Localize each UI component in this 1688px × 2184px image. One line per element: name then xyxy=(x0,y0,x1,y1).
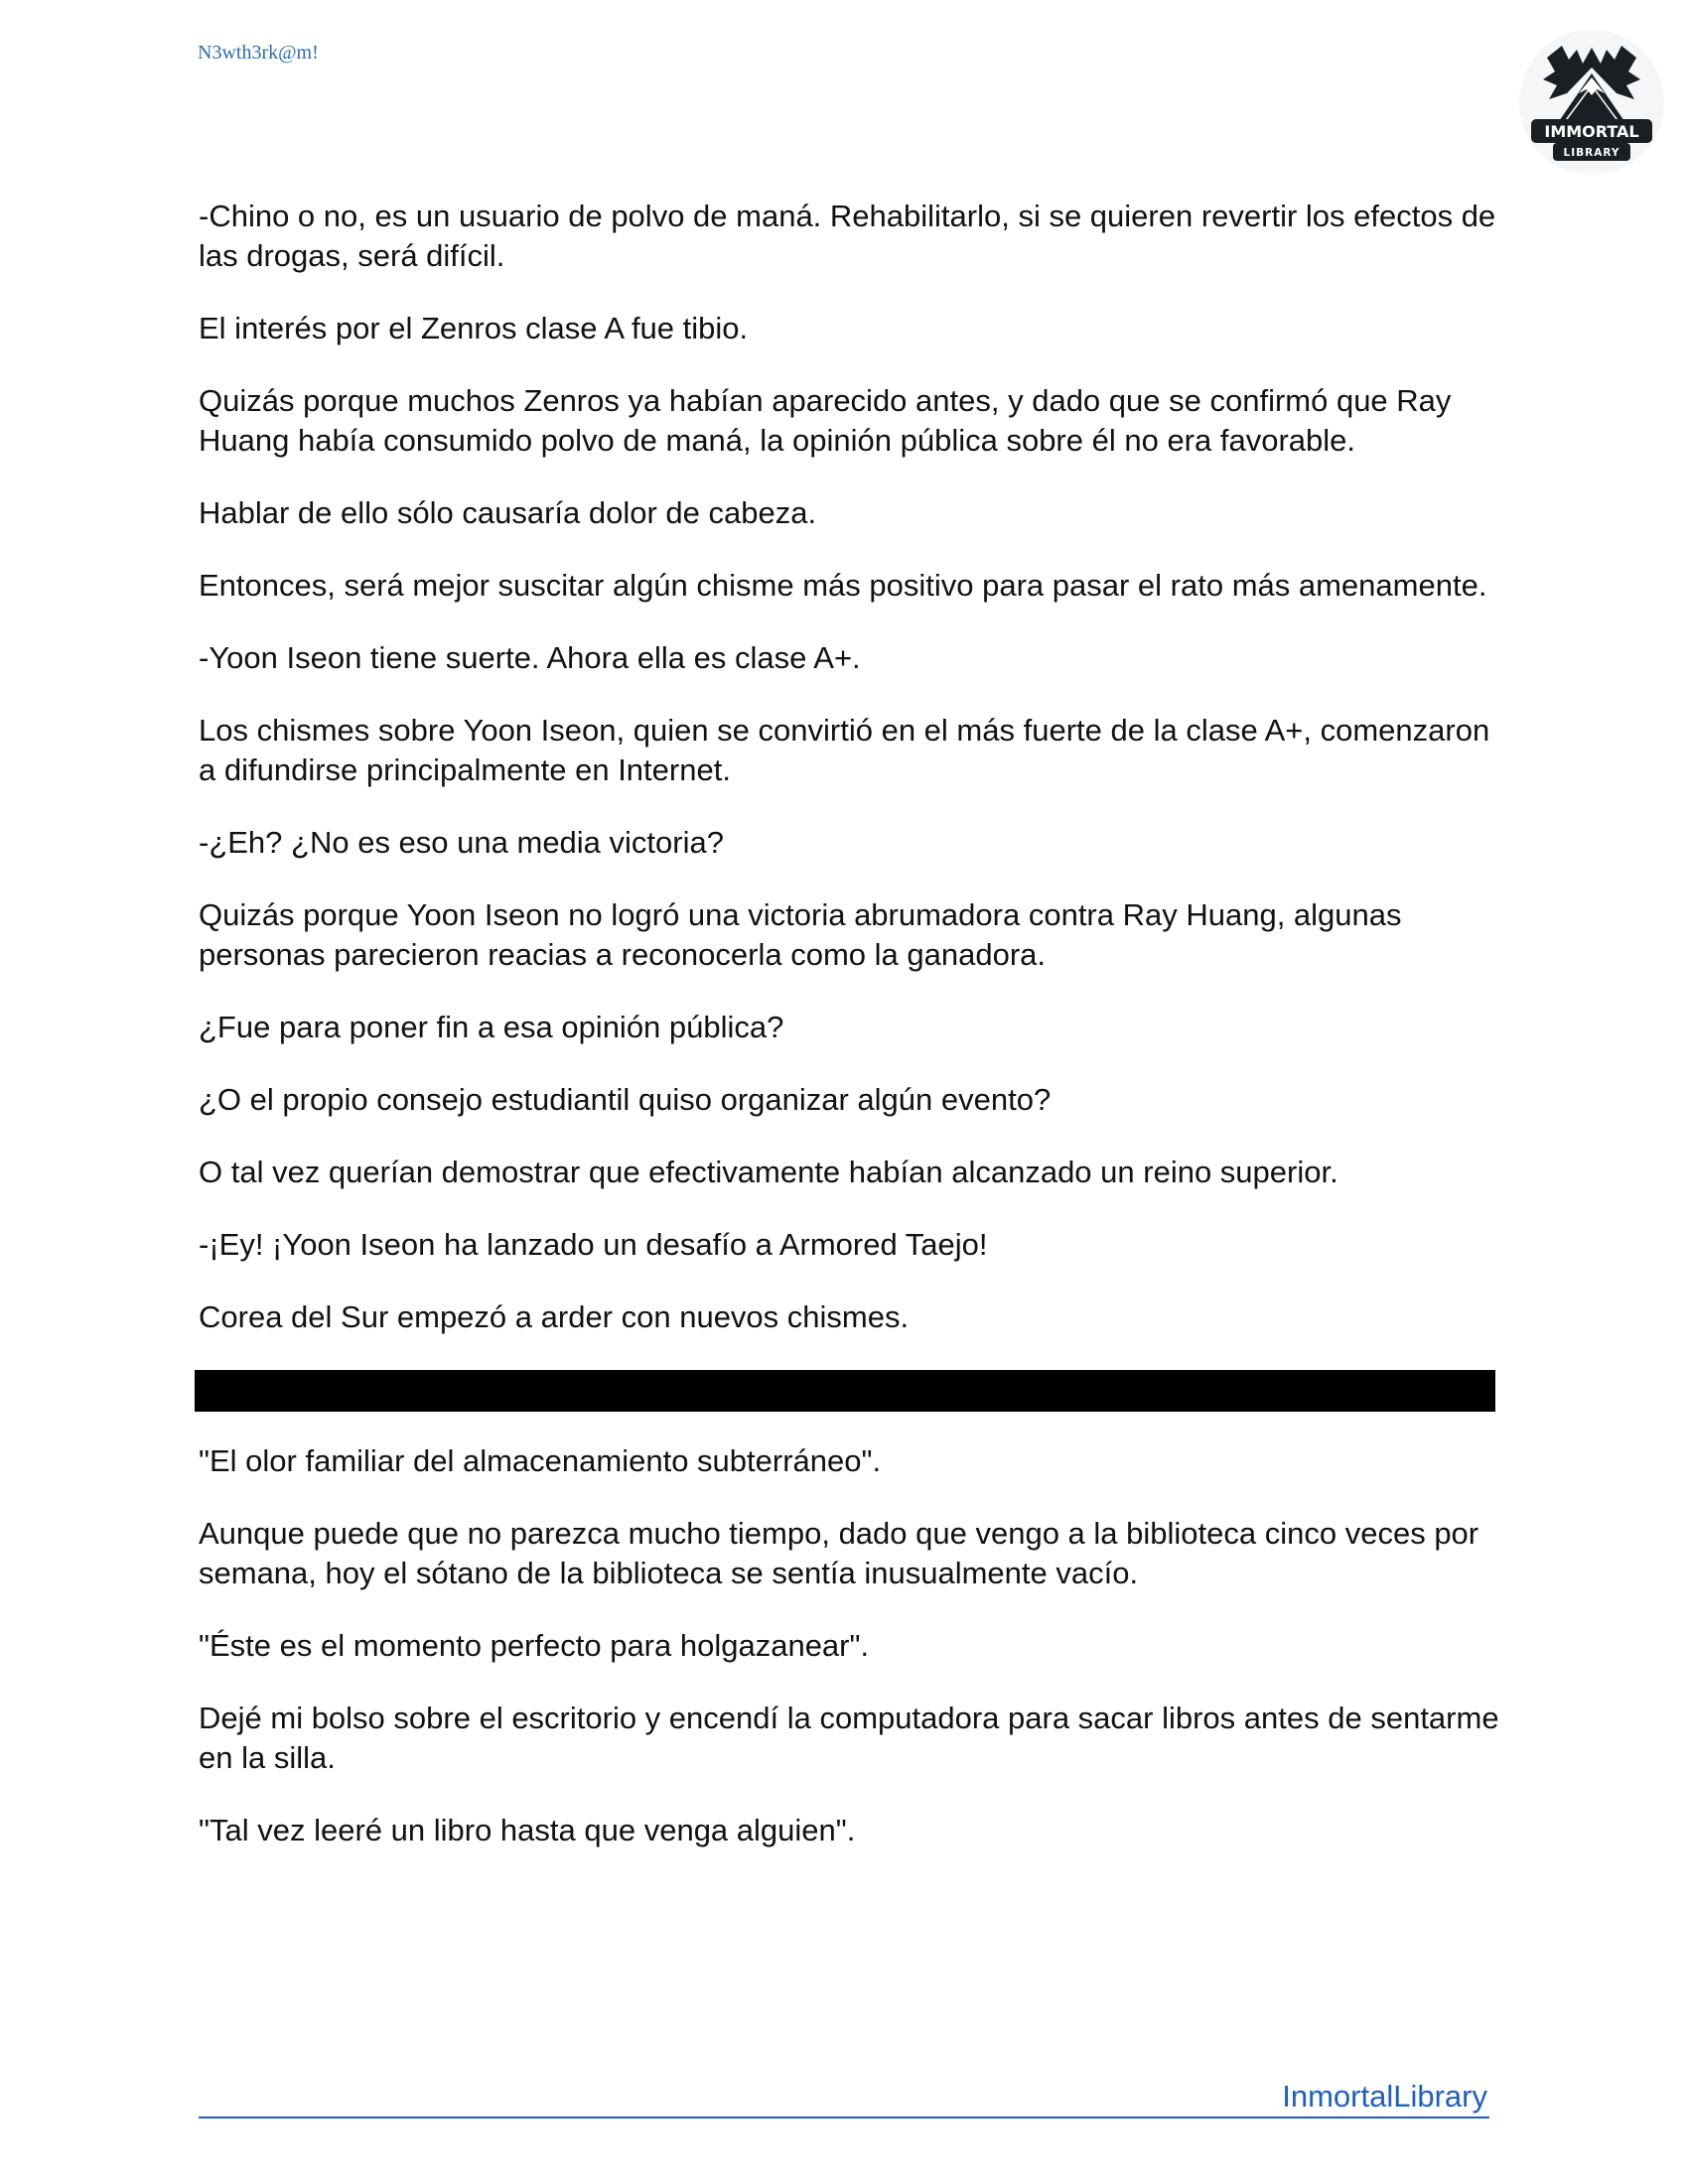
paragraph: Aunque puede que no parezca mucho tiempo, dado que vengo a la biblioteca cinco veces por semana, hoy el sótano de la biblioteca se sentía inusualmente vacío. xyxy=(199,1516,1479,1590)
paragraph: O tal vez querían demostrar que efectivamente habían alcanzado un reino superior. xyxy=(199,1155,1338,1189)
paragraph: Los chismes sobre Yoon Iseon, quien se convirtió en el más fuerte de la clase A+, comenzaron a difundirse principalmente en Internet. xyxy=(199,713,1490,787)
paragraph: "Tal vez leeré un libro hasta que venga alguien". xyxy=(199,1813,856,1847)
paragraph: Entonces, será mejor suscitar algún chisme más positivo para pasar el rato más amenamente. xyxy=(199,568,1487,603)
paragraph: -¡Ey! ¡Yoon Iseon ha lanzado un desafío a Armored Taejo! xyxy=(199,1227,988,1262)
paragraph: -Yoon Iseon tiene suerte. Ahora ella es clase A+. xyxy=(199,640,861,675)
immortal-library-logo xyxy=(1517,28,1666,177)
paragraph: Quizás porque Yoon Iseon no logró una victoria abrumadora contra Ray Huang, algunas personas parecieron reacias a reconocerla como la ganadora. xyxy=(199,897,1402,972)
logo-text-bottom: LIBRARY xyxy=(1563,147,1620,159)
paragraph: Quizás porque muchos Zenros ya habían aparecido antes, y dado que se confirmó que Ray Huang había consumido polvo de maná, la opinión pública sobre él no era favorable. xyxy=(199,383,1452,458)
section-separator-bar xyxy=(195,1370,1495,1412)
paragraph: "El olor familiar del almacenamiento subterráneo". xyxy=(199,1443,882,1478)
paragraph: "Éste es el momento perfecto para holgazanear". xyxy=(199,1628,870,1663)
paragraph: -Chino o no, es un usuario de polvo de maná. Rehabilitarlo, si se quieren revertir los efectos de las drogas, será difícil. xyxy=(199,199,1496,273)
document-body xyxy=(199,197,1499,1883)
footer-link[interactable]: InmortalLibrary xyxy=(1282,2079,1487,2114)
paragraph: Hablar de ello sólo causaría dolor de cabeza. xyxy=(199,495,817,530)
paragraph: -¿Eh? ¿No es eso una media victoria? xyxy=(199,825,724,860)
paragraph: ¿Fue para poner fin a esa opinión pública? xyxy=(199,1010,784,1044)
paragraph: ¿O el propio consejo estudiantil quiso organizar algún evento? xyxy=(199,1082,1052,1117)
header-code: N3wth3rk@m! xyxy=(198,42,319,64)
paragraph: El interés por el Zenros clase A fue tibio. xyxy=(199,311,749,345)
paragraph: Dejé mi bolso sobre el escritorio y encendí la computadora para sacar libros antes de sentarme en la silla. xyxy=(199,1701,1499,1775)
logo-text-top: IMMORTAL xyxy=(1544,122,1639,141)
paragraph: Corea del Sur empezó a arder con nuevos chismes. xyxy=(199,1299,910,1334)
footer-rule xyxy=(199,2116,1489,2118)
